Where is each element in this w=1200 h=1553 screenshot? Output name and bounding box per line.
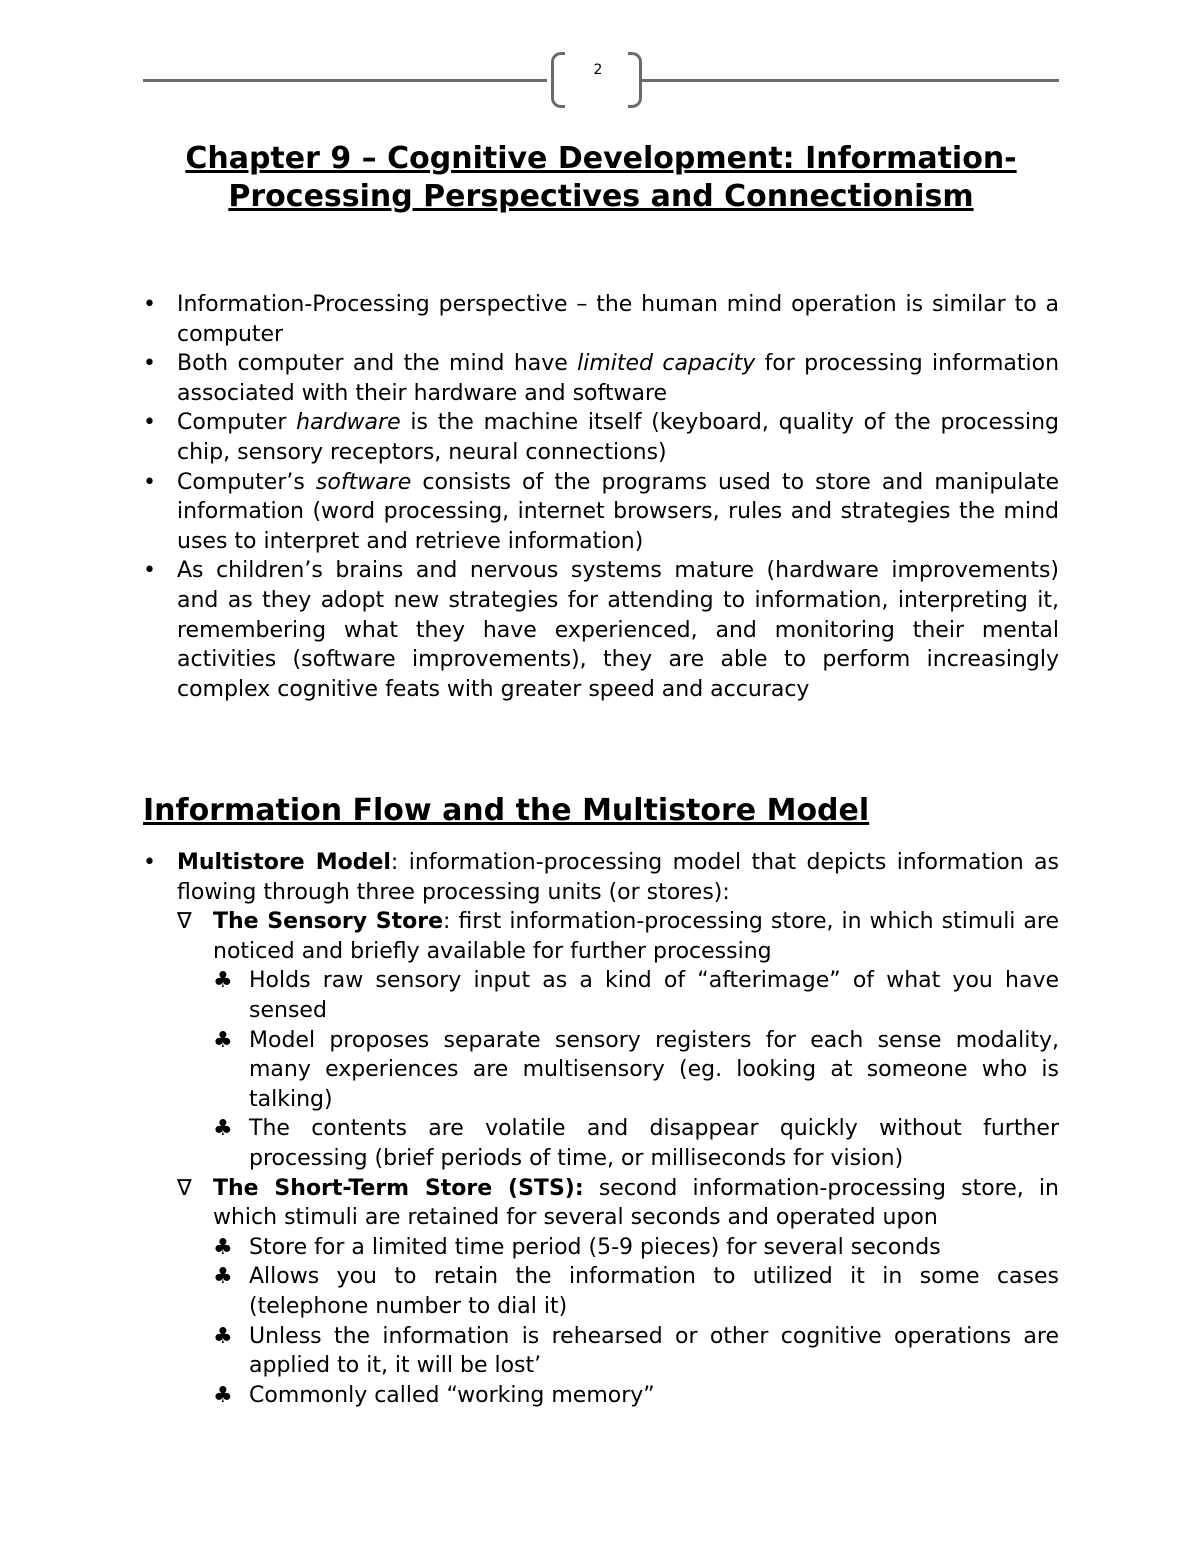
sts-point-2 (213, 1262, 1059, 1321)
chapter-title (143, 140, 1059, 216)
page-number-bracket-left (551, 52, 565, 108)
sensory-point-2 (213, 1026, 1059, 1115)
intro-bullet-2 (143, 349, 1059, 408)
term-sensory-store: The Sensory Store (213, 909, 443, 935)
page-number: 2 (593, 62, 603, 78)
club-marker-icon: ♣ (213, 1116, 233, 1142)
bullet-text: is the machine itself (keyboard, quality of the processing chip, sensory receptors, neural connections) (177, 410, 1060, 465)
bullet-text: As children’s brains and nervous systems mature (hardware improvements) and as they adopt new strategies for attending to information, interpreting it, remembering what they have experienced, and monitoring their mental activities (software improvements), they are able to perform increasingly complex cognitive feats with greater speed and accuracy (177, 558, 1059, 702)
bullet-text: Computer (177, 410, 297, 436)
sts-point-3 (213, 1322, 1059, 1381)
short-term-store-definition: second information-processing store, in which stimuli are retained for several seconds and operated upon (213, 1175, 1059, 1231)
intro-bullet-3 (143, 408, 1059, 467)
point-text: Commonly called “working memory” (249, 1382, 655, 1408)
nabla-marker-icon: ∇ (177, 1175, 192, 1201)
nabla-marker-icon: ∇ (177, 909, 192, 935)
bullet-emphasis: limited capacity (577, 351, 756, 377)
club-marker-icon: ♣ (213, 1234, 233, 1260)
point-text: Allows you to retain the information to utilized it in some cases (telephone number to dial it) (249, 1264, 1059, 1319)
club-marker-icon: ♣ (213, 1264, 233, 1290)
intro-bullets (143, 290, 1059, 704)
point-text: Unless the information is rehearsed or other cognitive operations are applied to it, it will be lost’ (249, 1323, 1059, 1379)
chapter-title-line-1: Chapter 9 – Cognitive Development: Information- (185, 141, 1017, 176)
sensory-store-definition: : first information-processing store, in which stimuli are noticed and briefly available for further processing (213, 909, 1059, 964)
point-text: Model proposes separate sensory registers for each sense modality, many experiences are multisensory (eg. looking at someone who is talking) (249, 1027, 1059, 1112)
section-heading: Information Flow and the Multistore Model (143, 793, 870, 828)
intro-bullet-4 (143, 468, 1059, 557)
sensory-point-3 (213, 1114, 1059, 1173)
intro-bullet-5 (143, 556, 1059, 704)
header-rule-left (143, 79, 547, 82)
multistore-model-list (143, 848, 1059, 1410)
term-short-term-store: The Short-Term Store (STS): (213, 1175, 584, 1201)
club-marker-icon: ♣ (213, 1027, 233, 1053)
sts-point-1 (213, 1233, 1059, 1263)
page-number-bracket-right (628, 52, 642, 108)
bullet-emphasis: software (315, 469, 412, 495)
intro-bullet-1 (143, 290, 1059, 349)
bullet-text: for processing information associated with their hardware and software (177, 351, 1060, 406)
page-header (143, 48, 1059, 112)
header-rule-right (641, 79, 1059, 82)
chapter-title-line-2: Processing Perspectives and Connectionism (228, 179, 974, 214)
bullet-text: Both computer and the mind have (177, 351, 578, 377)
bullet-text: Computer’s (177, 469, 316, 495)
store-sensory (177, 907, 1059, 1173)
bullet-emphasis: hardware (296, 410, 401, 436)
bullet-text: consists of the programs used to store and manipulate information (word processing, internet browsers, rules and strategies the mind uses to interpret and retrieve information) (177, 469, 1059, 554)
point-text: The contents are volatile and disappear quickly without further processing (brief periods of time, or milliseconds for vision) (249, 1116, 1059, 1171)
bullet-text: Information-Processing perspective – the human mind operation is similar to a computer (177, 292, 1059, 347)
term-multistore-model: Multistore Model (177, 850, 391, 875)
multistore-definition: : information-processing model that depicts information as flowing through three processing units (or stores): (177, 850, 1059, 905)
multistore-model-bullet (143, 848, 1059, 1410)
club-marker-icon: ♣ (213, 968, 233, 994)
club-marker-icon: ♣ (213, 1323, 233, 1349)
sensory-point-1 (213, 966, 1059, 1025)
point-text: Holds raw sensory input as a kind of “afterimage” of what you have sensed (249, 968, 1059, 1023)
point-text: Store for a limited time period (5-9 pieces) for several seconds (249, 1234, 941, 1260)
club-marker-icon: ♣ (213, 1382, 233, 1408)
sts-point-4 (213, 1381, 1059, 1411)
store-short-term (177, 1174, 1059, 1411)
